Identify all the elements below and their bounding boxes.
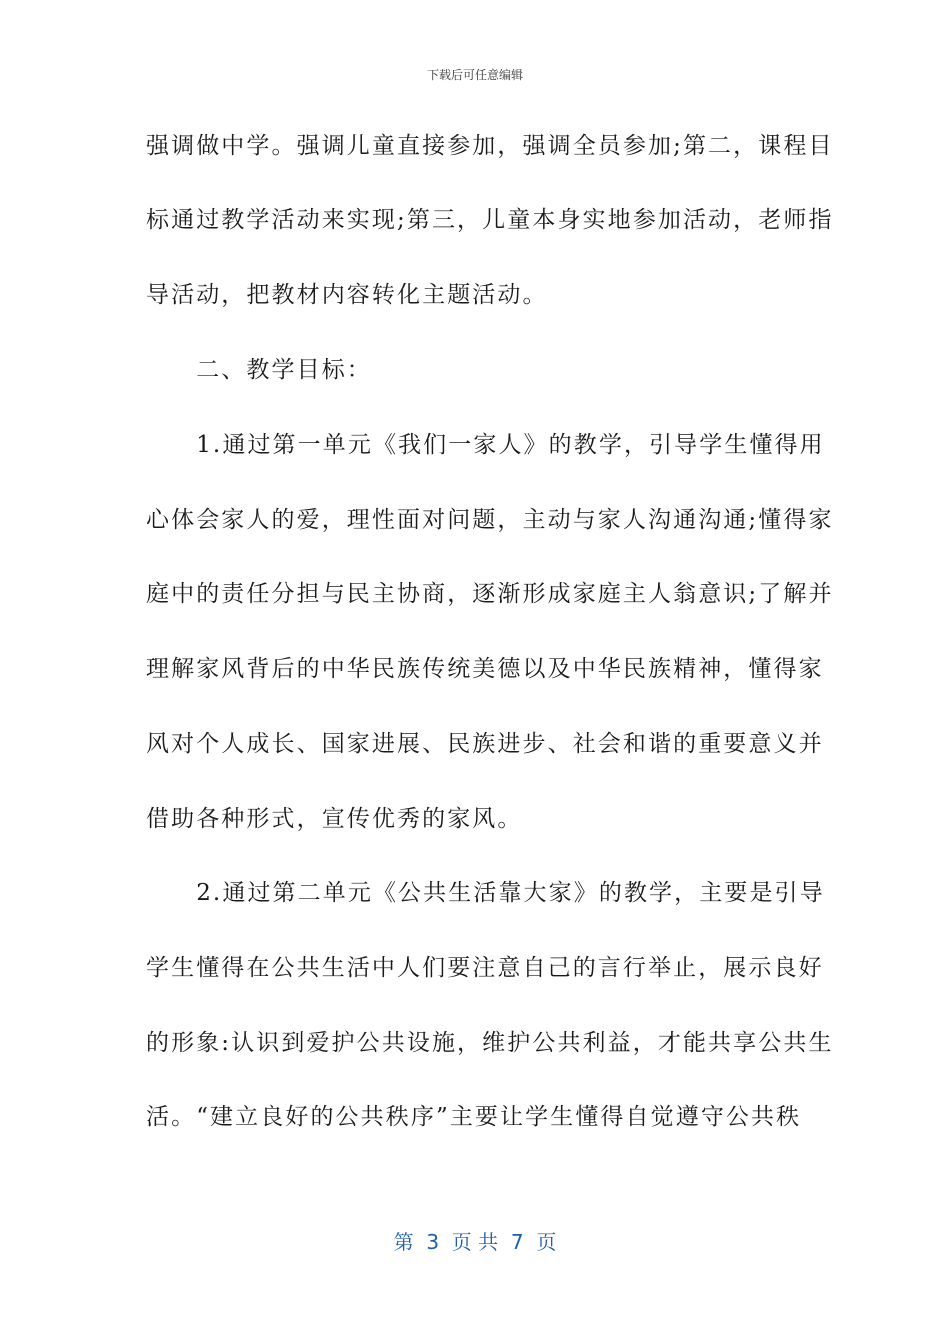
body-line-5: 1.通过第一单元《我们一家人》的教学，引导学生懂得用 <box>146 432 825 458</box>
page-number-footer: 第 3 页 共 7 页 <box>393 1230 557 1254</box>
body-line-7: 庭中的责任分担与民主协商，逐渐形成家庭主人翁意识;了解并 <box>146 581 834 607</box>
body-line-2: 标通过教学活动来实现;第三，儿童本身实地参加活动，老师指 <box>146 207 834 233</box>
header-note: 下载后可任意编辑 <box>426 68 523 82</box>
body-line-6: 心体会家人的爱，理性面对问题，主动与家人沟通沟通;懂得家 <box>146 507 834 533</box>
body-line-10: 借助各种形式，宣传优秀的家风。 <box>146 806 523 832</box>
body-line-3: 导活动，把教材内容转化主题活动。 <box>146 282 548 308</box>
body-line-11: 2.通过第二单元《公共生活靠大家》的教学，主要是引导 <box>146 880 825 906</box>
section-heading: 二、教学目标： <box>146 357 372 383</box>
body-line-9: 风对个人成长、国家进展、民族进步、社会和谐的重要意义并 <box>146 731 824 757</box>
body-line-14: 活。“建立良好的公共秩序”主要让学生懂得自觉遵守公共秩 <box>146 1104 802 1130</box>
body-line-1: 强调做中学。强调儿童直接参加，强调全员参加;第二，课程目 <box>146 133 834 159</box>
body-line-8: 理解家风背后的中华民族传统美德以及中华民族精神，懂得家 <box>146 656 824 682</box>
body-line-13: 的形象:认识到爱护公共设施，维护公共利益，才能共享公共生 <box>146 1030 834 1056</box>
body-line-12: 学生懂得在公共生活中人们要注意自己的言行举止，展示良好 <box>146 955 824 981</box>
